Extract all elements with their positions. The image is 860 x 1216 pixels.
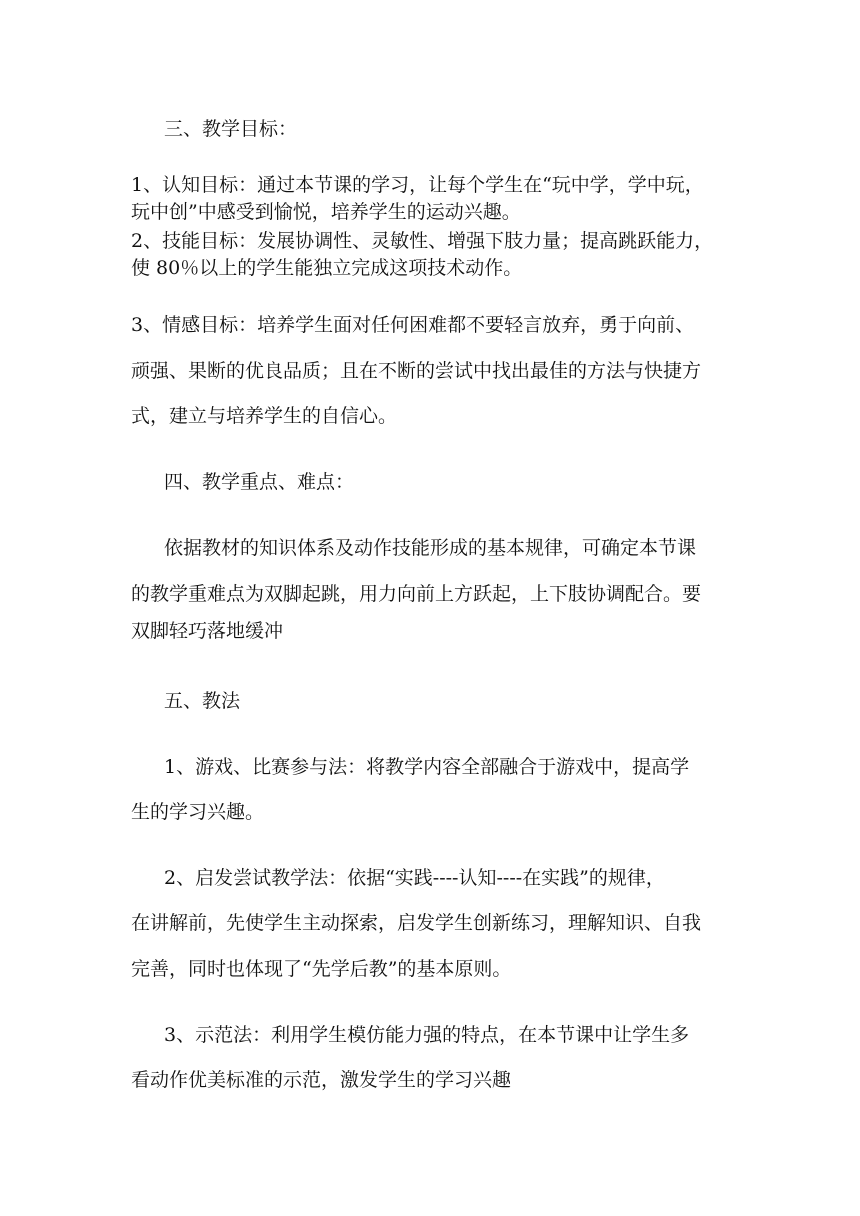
section3-heading: 三、教学目标： [164,118,298,140]
method1-line2: 生的学习兴趣。 [131,801,265,823]
section4-para-line1: 依据教材的知识体系及动作技能形成的基本规律，可确定本节课 [164,537,697,559]
section4-para-line3: 双脚轻巧落地缓冲 [131,620,284,642]
method2-line3: 完善，同时也体现了“先学后教”的基本原则。 [131,958,512,980]
method1-line1: 1、游戏、比赛参与法：将教学内容全部融合于游戏中，提高学 [164,756,690,778]
method3-line1: 3、示范法：利用学生模仿能力强的特点，在本节课中让学生多 [164,1024,690,1046]
section4-para-line2: 的教学重难点为双脚起跳，用力向前上方跃起，上下肢协调配合。要 [131,583,702,605]
goal2-line1: 2、技能目标：发展协调性、灵敏性、增强下肢力量；提高跳跃能力， [131,230,714,252]
goal3-line1: 3、情感目标：培养学生面对任何困难都不要轻言放弃，勇于向前、 [131,314,695,336]
goal1-line2: 玩中创”中感受到愉悦，培养学生的运动兴趣。 [131,201,521,223]
goal3-line3: 式，建立与培养学生的自信心。 [131,405,398,427]
method3-line2: 看动作优美标准的示范，激发学生的学习兴趣 [131,1069,512,1091]
goal3-line2: 顽强、果断的优良品质；且在不断的尝试中找出最佳的方法与快捷方 [131,360,702,382]
method2-line2: 在讲解前，先使学生主动探索，启发学生创新练习，理解知识、自我 [131,912,702,934]
method2-line1: 2、启发尝试教学法：依据“实践----认知----在实践”的规律， [164,867,665,889]
section4-heading: 四、教学重点、难点： [164,471,355,493]
goal1-line1: 1、认知目标：通过本节课的学习，让每个学生在“玩中学，学中玩， [131,174,704,196]
goal2-line2: 使 80％以上的学生能独立完成这项技术动作。 [131,257,523,279]
section5-heading: 五、教法 [164,690,241,712]
